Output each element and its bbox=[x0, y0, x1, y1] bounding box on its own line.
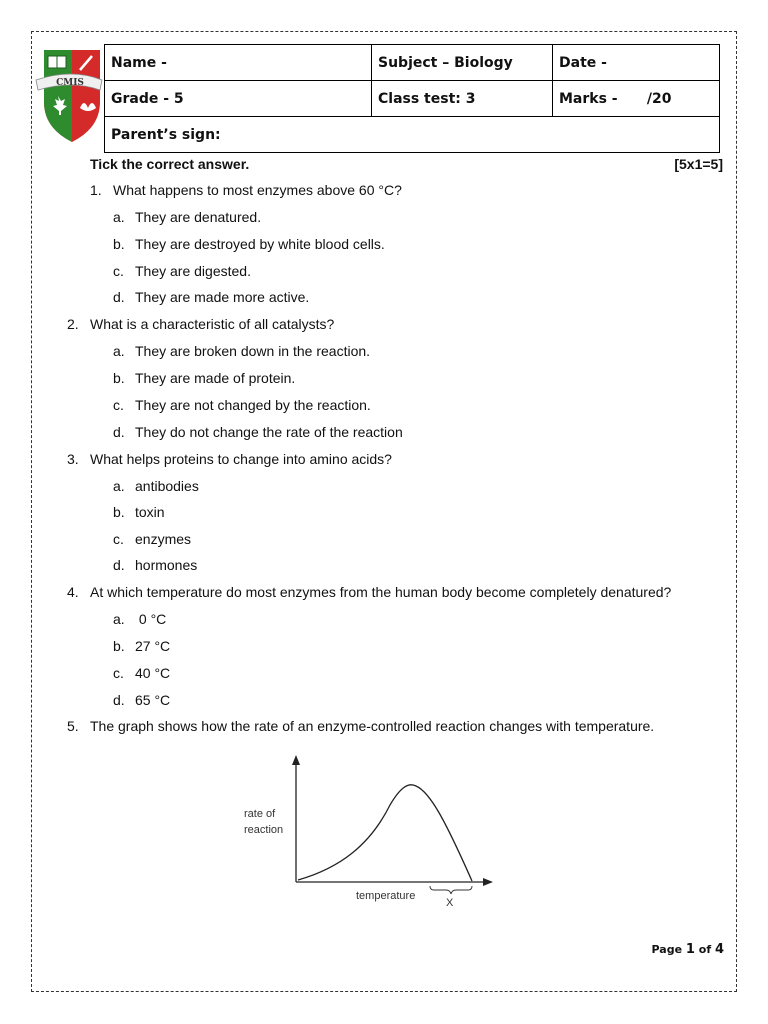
option-letter: b. bbox=[113, 236, 125, 252]
option-text: hormones bbox=[135, 557, 198, 573]
option-letter: c. bbox=[113, 397, 124, 413]
question-text: What helps proteins to change into amino acids? bbox=[90, 451, 392, 467]
option-text: They are made of protein. bbox=[135, 370, 296, 386]
option-text: antibodies bbox=[135, 478, 199, 494]
question-3 bbox=[67, 451, 392, 467]
option-letter: b. bbox=[113, 504, 125, 520]
rate-curve bbox=[298, 785, 472, 881]
subject-cell: Subject – Biology bbox=[372, 45, 553, 81]
y-axis-label-line1: rate of bbox=[244, 808, 276, 820]
option-letter: b. bbox=[113, 370, 125, 386]
option-3a[interactable] bbox=[113, 478, 199, 494]
y-axis-label-line2: reaction bbox=[244, 824, 284, 836]
option-3b[interactable] bbox=[113, 504, 165, 520]
option-4a[interactable] bbox=[113, 611, 166, 627]
question-number: 5. bbox=[67, 718, 79, 734]
parent-sign-field[interactable]: Parent’s sign: bbox=[105, 117, 720, 153]
page-current: 1 bbox=[685, 942, 695, 957]
name-field[interactable]: Name - bbox=[105, 45, 372, 81]
instructions bbox=[90, 156, 723, 172]
option-letter: d. bbox=[113, 289, 125, 305]
question-1 bbox=[90, 182, 402, 198]
option-letter: a. bbox=[113, 209, 125, 225]
question-2 bbox=[67, 316, 334, 332]
option-text: They are made more active. bbox=[135, 289, 310, 305]
x-range-marker: X bbox=[446, 897, 454, 909]
option-4b[interactable] bbox=[113, 638, 170, 654]
option-2d[interactable] bbox=[113, 424, 403, 440]
y-axis-arrow bbox=[292, 755, 300, 765]
question-text: What is a characteristic of all catalysts? bbox=[90, 316, 335, 332]
option-letter: d. bbox=[113, 424, 125, 440]
option-text: 0 °C bbox=[135, 611, 167, 627]
page-footer bbox=[652, 942, 725, 957]
option-text: 65 °C bbox=[135, 692, 171, 708]
header-table bbox=[104, 44, 720, 153]
option-letter: d. bbox=[113, 557, 125, 573]
x-axis-arrow bbox=[483, 878, 493, 886]
option-text: They are broken down in the reaction. bbox=[135, 343, 371, 359]
question-4 bbox=[67, 584, 671, 600]
option-3c[interactable] bbox=[113, 531, 191, 547]
option-1a[interactable] bbox=[113, 209, 261, 225]
option-text: toxin bbox=[135, 504, 165, 520]
class-test-cell: Class test: 3 bbox=[372, 81, 553, 117]
page-total: 4 bbox=[714, 942, 724, 957]
x-range-brace bbox=[430, 886, 472, 894]
option-letter: d. bbox=[113, 692, 125, 708]
option-4d[interactable] bbox=[113, 692, 170, 708]
question-text: What happens to most enzymes above 60 °C? bbox=[113, 182, 402, 198]
question-5 bbox=[67, 718, 654, 734]
question-number: 2. bbox=[67, 316, 79, 332]
marks-field[interactable]: Marks - /20 bbox=[553, 81, 720, 117]
page-word: Page bbox=[651, 943, 683, 956]
option-2a[interactable] bbox=[113, 343, 370, 359]
option-2c[interactable] bbox=[113, 397, 371, 413]
option-3d[interactable] bbox=[113, 557, 197, 573]
option-4c[interactable] bbox=[113, 665, 170, 681]
date-field[interactable]: Date - bbox=[553, 45, 720, 81]
option-letter: a. bbox=[113, 478, 125, 494]
logo-text: CMIS bbox=[56, 78, 84, 88]
option-1c[interactable] bbox=[113, 263, 251, 279]
option-1b[interactable] bbox=[113, 236, 385, 252]
question-text: The graph shows how the rate of an enzyme-controlled reaction changes with temperature. bbox=[90, 718, 655, 734]
option-letter: c. bbox=[113, 665, 124, 681]
option-text: They are not changed by the reaction. bbox=[135, 397, 371, 413]
option-1d[interactable] bbox=[113, 289, 309, 305]
question-text: At which temperature do most enzymes from the human body become completely denatured? bbox=[90, 584, 672, 600]
option-letter: c. bbox=[113, 531, 124, 547]
school-logo bbox=[34, 44, 104, 144]
option-2b[interactable] bbox=[113, 370, 295, 386]
option-text: They are denatured. bbox=[135, 209, 262, 225]
option-letter: a. bbox=[113, 343, 125, 359]
enzyme-rate-graph bbox=[230, 750, 510, 910]
question-number: 4. bbox=[67, 584, 79, 600]
option-text: They are destroyed by white blood cells. bbox=[135, 236, 385, 252]
grade-cell: Grade - 5 bbox=[105, 81, 372, 117]
option-text: They do not change the rate of the reaction bbox=[135, 424, 403, 440]
option-letter: c. bbox=[113, 263, 124, 279]
option-text: They are digested. bbox=[135, 263, 251, 279]
question-number: 1. bbox=[90, 182, 102, 198]
option-text: 40 °C bbox=[135, 665, 171, 681]
option-text: 27 °C bbox=[135, 638, 171, 654]
option-letter: b. bbox=[113, 638, 125, 654]
question-number: 3. bbox=[67, 451, 79, 467]
option-text: enzymes bbox=[135, 531, 192, 547]
option-letter: a. bbox=[113, 611, 125, 627]
instructions-marks: [5x1=5] bbox=[674, 156, 723, 172]
page-of-word: of bbox=[698, 943, 712, 956]
instructions-text: Tick the correct answer. bbox=[90, 156, 250, 172]
x-axis-label: temperature bbox=[356, 890, 416, 902]
